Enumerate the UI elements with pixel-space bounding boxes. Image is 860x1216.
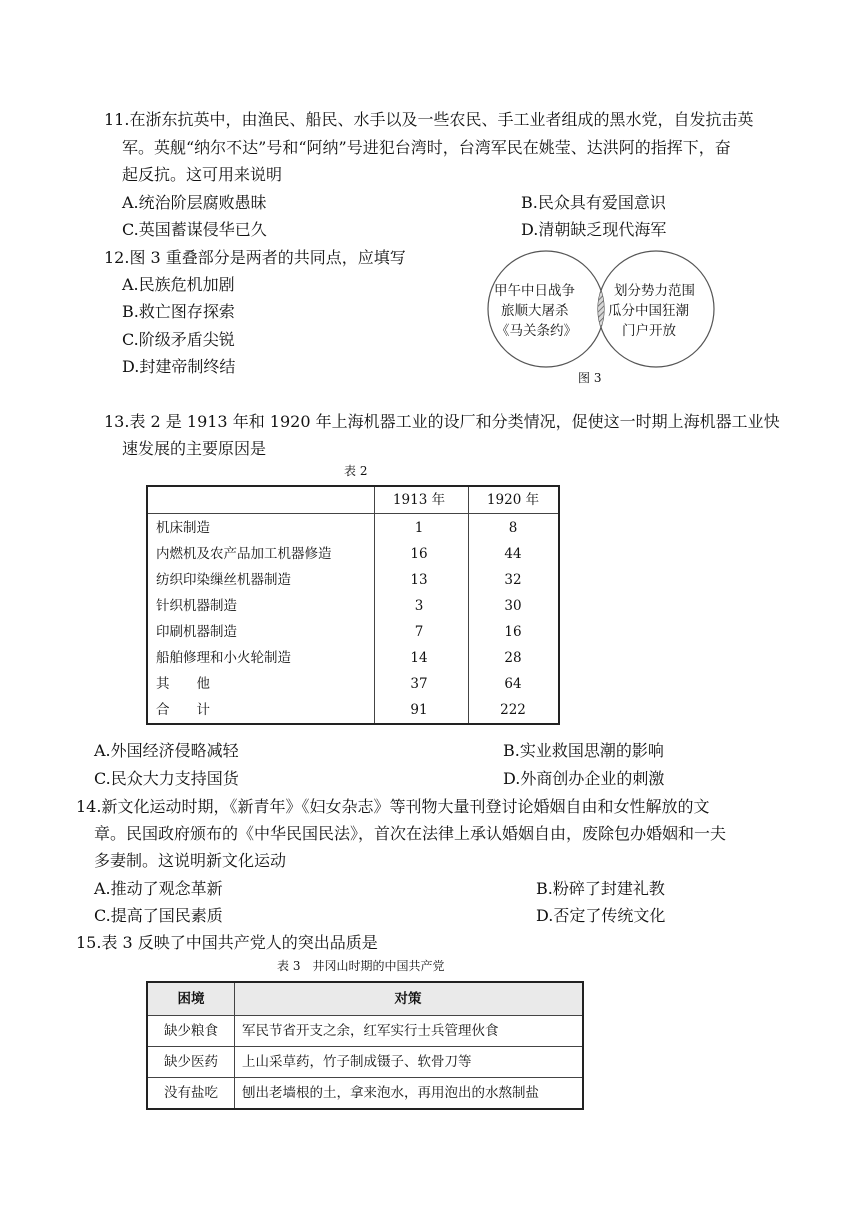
q12-stem: 12.图 3 重叠部分是两者的共同点，应填写 bbox=[104, 248, 406, 267]
table-3-dilemma: 缺少粮食 bbox=[164, 1023, 218, 1039]
table-2-header-rule bbox=[148, 513, 558, 514]
table-2-row-label: 其 他 bbox=[156, 676, 210, 692]
table-3-dilemma: 没有盐吃 bbox=[164, 1085, 218, 1101]
q14-option-c: C.提高了国民素质 bbox=[94, 906, 223, 925]
q11-option-b: B.民众具有爱国意识 bbox=[521, 193, 666, 212]
table-3-caption: 表 3 井冈山时期的中国共产党 bbox=[277, 959, 445, 973]
venn-left-item-2: 旅顺大屠杀 bbox=[501, 303, 569, 319]
q11-stem-line-3: 起反抗。这可用来说明 bbox=[122, 165, 283, 184]
table-3-measure: 刨出老墙根的土，拿来泡水，再用泡出的水熬制盐 bbox=[242, 1085, 539, 1101]
table-2-cell: 44 bbox=[504, 546, 522, 562]
venn-diagram bbox=[484, 250, 720, 368]
q13-stem-line-1: 13.表 2 是 1913 年和 1920 年上海机器工业的设厂和分类情况，促使这一时期上海机器工业快 bbox=[104, 412, 780, 431]
table-2-total-1913: 91 bbox=[410, 702, 428, 718]
q13-option-b: B.实业救国思潮的影响 bbox=[503, 741, 664, 760]
q13-option-a: A.外国经济侵略减轻 bbox=[94, 741, 239, 760]
venn-left-item-1: 甲午中日战争 bbox=[494, 283, 575, 299]
table-2-cell: 14 bbox=[410, 650, 428, 666]
q14-option-a: A.推动了观念革新 bbox=[94, 879, 223, 898]
table-3-header-dilemma: 困境 bbox=[177, 991, 205, 1007]
table-2-cell: 16 bbox=[504, 624, 522, 640]
table-2-cell: 7 bbox=[414, 624, 424, 640]
table-2-total-label: 合 计 bbox=[156, 702, 210, 718]
figure-3-caption: 图 3 bbox=[578, 371, 602, 385]
table-2-row-label: 印刷机器制造 bbox=[156, 624, 237, 640]
table-2-row-label: 内燃机及农产品加工机器修造 bbox=[156, 546, 332, 562]
table-3-measure: 上山采草药，竹子制成镊子、软骨刀等 bbox=[242, 1054, 472, 1070]
table-3 bbox=[146, 981, 584, 1110]
q12-option-b: B.救亡图存探索 bbox=[122, 302, 235, 321]
q11-option-a: A.统治阶层腐败愚昧 bbox=[122, 193, 267, 212]
table-2-cell: 3 bbox=[414, 598, 424, 614]
q11-stem-line-1: 11.在浙东抗英中，由渔民、船民、水手以及一些农民、手工业者组成的黑水党，自发抗击英 bbox=[104, 110, 754, 129]
table-3-dilemma: 缺少医药 bbox=[164, 1054, 218, 1070]
table-2-cell: 28 bbox=[504, 650, 522, 666]
q11-option-d: D.清朝缺乏现代海军 bbox=[521, 220, 667, 239]
table-2-cell: 1 bbox=[414, 520, 424, 536]
table-2 bbox=[146, 485, 560, 725]
table-2-cell: 37 bbox=[410, 676, 428, 692]
q14-stem-line-2: 章。民国政府颁布的《中华民国民法》，首次在法律上承认婚姻自由，废除包办婚姻和一夫 bbox=[94, 824, 727, 843]
table-2-cell: 30 bbox=[504, 598, 522, 614]
table-2-row-label: 机床制造 bbox=[156, 520, 210, 536]
q14-option-b: B.粉碎了封建礼教 bbox=[536, 879, 665, 898]
table-2-cell: 8 bbox=[508, 520, 518, 536]
q14-stem-line-3: 多妻制。这说明新文化运动 bbox=[94, 851, 287, 870]
table-2-total-1920: 222 bbox=[500, 702, 526, 718]
venn-right-item-3: 门户开放 bbox=[622, 323, 676, 339]
table-3-header-measure: 对策 bbox=[394, 991, 422, 1007]
venn-right-item-1: 划分势力范围 bbox=[614, 283, 695, 299]
q11-stem-line-2: 军。英舰“纳尔不达”号和“阿纳”号进犯台湾时，台湾军民在姚莹、达洪阿的指挥下，奋 bbox=[122, 138, 731, 157]
table-2-cell: 13 bbox=[410, 572, 428, 588]
q12-option-c: C.阶级矛盾尖锐 bbox=[122, 330, 235, 349]
q14-stem-line-1: 14.新文化运动时期，《新青年》《妇女杂志》等刊物大量刊登讨论婚姻自由和女性解放的文 bbox=[76, 797, 710, 816]
q13-option-c: C.民众大力支持国货 bbox=[94, 769, 239, 788]
table-2-cell: 16 bbox=[410, 546, 428, 562]
table-2-row-label: 纺织印染缫丝机器制造 bbox=[156, 572, 291, 588]
venn-right-item-2: 瓜分中国狂潮 bbox=[608, 303, 689, 319]
table-2-cell: 32 bbox=[504, 572, 522, 588]
q11-option-c: C.英国蓄谋侵华已久 bbox=[122, 220, 267, 239]
q15-stem: 15.表 3 反映了中国共产党人的突出品质是 bbox=[76, 933, 378, 952]
q14-option-d: D.否定了传统文化 bbox=[536, 906, 666, 925]
table-2-cell: 64 bbox=[504, 676, 522, 692]
table-2-header-1920: 1920 年 bbox=[486, 492, 540, 508]
q13-stem-line-2: 速发展的主要原因是 bbox=[122, 439, 267, 458]
q13-option-d: D.外商创办企业的刺激 bbox=[503, 769, 665, 788]
venn-left-item-3: 《马关条约》 bbox=[496, 323, 577, 339]
table-2-row-label: 船舶修理和小火轮制造 bbox=[156, 650, 291, 666]
table-2-row-label: 针织机器制造 bbox=[156, 598, 237, 614]
table-2-caption: 表 2 bbox=[344, 464, 368, 478]
table-2-header-1913: 1913 年 bbox=[392, 492, 446, 508]
table-3-measure: 军民节省开支之余，红军实行士兵管理伙食 bbox=[242, 1023, 499, 1039]
q12-option-a: A.民族危机加剧 bbox=[122, 275, 235, 294]
q12-option-d: D.封建帝制终结 bbox=[122, 357, 236, 376]
